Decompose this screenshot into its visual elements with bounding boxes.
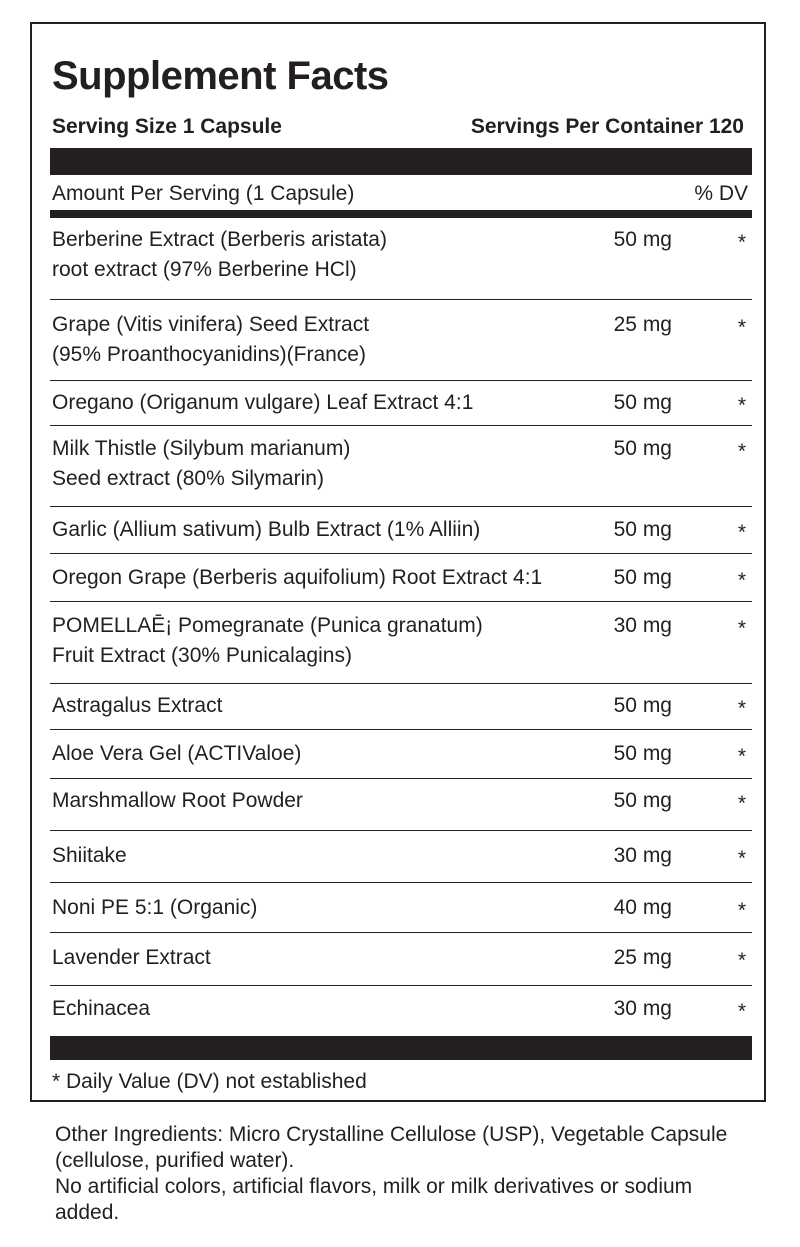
dv-label: % DV [694,182,748,205]
ingredient-name: Lavender Extract [52,946,211,969]
ingredient-amount: 50 mg [613,742,672,765]
ingredient-name: Echinacea [52,997,151,1020]
table-row [50,554,752,602]
other-ingredients: Other Ingredients: Micro Crystalline Cellulose (USP), Vegetable Capsule (cellulose, purified water). [55,1123,728,1172]
table-row [50,986,752,1034]
ingredient-name: Marshmallow Root Powder [52,789,303,812]
ingredient-dv: * [737,569,747,592]
ingredient-amount: 50 mg [613,437,672,460]
amount-header [52,178,750,210]
ingredient-dv: * [737,792,747,815]
ingredient-dv: * [737,745,747,768]
ingredient-name: Berberine Extract (Berberis aristata) root extract (97% Berberine HCl) [52,228,387,281]
other-ingredients-block [55,1122,755,1226]
ingredient-name: Shiitake [52,844,127,867]
ingredient-dv: * [737,521,747,544]
ingredient-amount: 50 mg [613,566,672,589]
table-row [50,730,752,779]
ingredient-dv: * [737,316,747,339]
ingredient-dv: * [737,899,747,922]
table-row [50,218,752,300]
table-row [50,426,752,507]
table-row [50,933,752,986]
table-row [50,381,752,426]
ingredient-dv: * [737,440,747,463]
ingredient-dv: * [737,617,747,640]
ingredient-amount: 50 mg [613,694,672,717]
table-row [50,300,752,381]
dv-footnote: * Daily Value (DV) not established [52,1070,367,1093]
ingredient-name: Noni PE 5:1 (Organic) [52,896,258,919]
header-rule [50,210,752,218]
ingredient-amount: 30 mg [613,844,672,867]
ingredient-amount: 40 mg [613,896,672,919]
ingredient-dv: * [737,1000,747,1023]
table-row [50,779,752,831]
table-row [50,883,752,933]
top-thick-bar [50,148,752,175]
table-row [50,684,752,730]
ingredient-dv: * [737,697,747,720]
ingredient-dv: * [737,231,747,254]
ingredient-amount: 50 mg [613,228,672,251]
ingredient-name: POMELLAĒ¡ Pomegranate (Punica granatum) Fruit Extract (30% Punicalagins) [52,614,483,667]
ingredient-dv: * [737,394,747,417]
ingredient-name: Oregon Grape (Berberis aquifolium) Root Extract 4:1 [52,566,543,589]
ingredient-amount: 50 mg [613,391,672,414]
ingredient-name: Oregano (Origanum vulgare) Leaf Extract 4:1 [52,391,474,414]
ingredient-name: Garlic (Allium sativum) Bulb Extract (1% Alliin) [52,518,481,541]
ingredient-amount: 25 mg [613,946,672,969]
ingredient-table [50,218,752,1034]
ingredient-dv: * [737,949,747,972]
ingredient-amount: 50 mg [613,518,672,541]
ingredient-amount: 25 mg [613,313,672,336]
ingredient-name: Astragalus Extract [52,694,223,717]
ingredient-dv: * [737,847,747,870]
supplement-facts-panel [30,22,766,1102]
disclaimer: No artificial colors, artificial flavors, milk or milk derivatives or sodium added. [55,1175,693,1224]
table-row [50,507,752,554]
ingredient-amount: 30 mg [613,614,672,637]
ingredient-name: Grape (Vitis vinifera) Seed Extract (95% Proanthocyanidins)(France) [52,313,370,366]
panel-title: Supplement Facts [52,54,389,98]
table-row [50,831,752,883]
serving-size: Serving Size 1 Capsule [52,115,282,138]
servings-per-container: Servings Per Container 120 [470,115,744,138]
table-row [50,602,752,684]
bottom-thick-bar [50,1036,752,1060]
ingredient-amount: 30 mg [613,997,672,1020]
ingredient-amount: 50 mg [613,789,672,812]
amount-per-serving-label: Amount Per Serving (1 Capsule) [52,182,355,205]
ingredient-name: Milk Thistle (Silybum marianum) Seed extract (80% Silymarin) [52,437,351,490]
ingredient-name: Aloe Vera Gel (ACTIValoe) [52,742,302,765]
